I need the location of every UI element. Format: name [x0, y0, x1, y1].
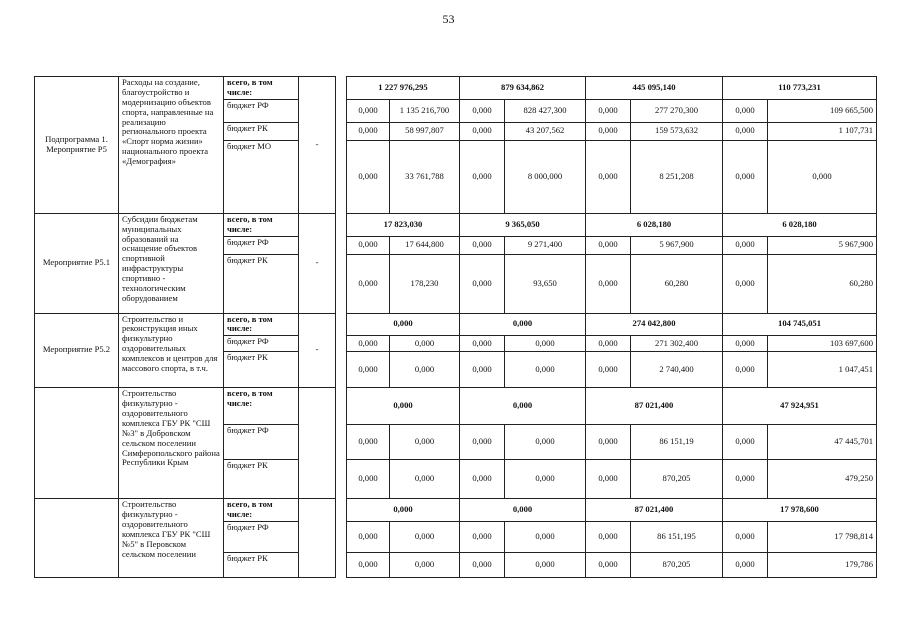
table-row: бюджет РК 0,000 0,000 0,000 0,000 0,000 2 740,400 0,000 1 047,451 — [35, 352, 877, 388]
total-cell: 0,000 — [347, 388, 460, 425]
source-total: всего, в том числе: — [224, 499, 299, 522]
source-total: всего, в том числе: — [224, 388, 299, 425]
total-cell: 110 773,231 — [723, 77, 877, 100]
source-rk: бюджет РК — [224, 122, 299, 140]
table-row: бюджет РФ 0,000 0,000 0,000 0,000 0,000 271 302,400 0,000 103 697,600 — [35, 336, 877, 352]
total-cell: 87 021,400 — [586, 388, 723, 425]
program-cell: Мероприятие Р5.1 — [35, 213, 119, 313]
table-row: бюджет РФ 0,000 0,000 0,000 0,000 0,000 86 151,19 0,000 47 445,701 — [35, 425, 877, 460]
table-row: бюджет РК 0,000 58 997,807 0,000 43 207,562 0,000 159 573,632 0,000 1 107,731 — [35, 122, 877, 140]
source-total: всего, в том числе: — [224, 77, 299, 100]
total-cell: 0,000 — [460, 499, 586, 522]
table-row — [35, 313, 877, 336]
page-number: 53 — [442, 12, 455, 26]
budget-table — [34, 76, 877, 578]
description-cell: Строительство и реконструкция иных физкультурно оздоровительных комплексов и центров для массового спорта, в т.ч. — [119, 313, 224, 388]
total-cell: 6 028,180 — [586, 213, 723, 236]
total-cell: 0,000 — [347, 499, 460, 522]
total-cell: 0,000 — [460, 313, 586, 336]
table-row — [35, 388, 877, 425]
total-cell: 879 634,862 — [460, 77, 586, 100]
dash-cell: - — [299, 213, 336, 313]
total-cell: 9 365,050 — [460, 213, 586, 236]
description-cell: Строительство физкультурно - оздоровительного комплекса ГБУ РК "СШ №3" в Добровском сельском поселении Симферопольского района Республики Крым — [119, 388, 224, 499]
description-cell: Субсидии бюджетам муниципальных образований на оснащение объектов спортивной инфраструктуры спортивно - технологическим оборудованием — [119, 213, 224, 313]
source-total: всего, в том числе: — [224, 313, 299, 336]
program-cell: Мероприятие Р5.2 — [35, 313, 119, 388]
source-rk: бюджет РК — [224, 553, 299, 578]
total-cell: 0,000 — [460, 388, 586, 425]
table-row: бюджет РК 0,000 0,000 0,000 0,000 0,000 870,205 0,000 179,786 — [35, 553, 877, 578]
table-row — [35, 77, 877, 100]
source-rf: бюджет РФ — [224, 99, 299, 122]
description-cell: Расходы на создание, благоустройство и модернизацию объектов спорта, направленные на реализацию регионального проекта «Спорт норма жизни» национального проекта «Демография» — [119, 77, 224, 214]
table-row: бюджет РФ 0,000 0,000 0,000 0,000 0,000 86 151,195 0,000 17 798,814 — [35, 522, 877, 553]
total-cell: 274 042,800 — [586, 313, 723, 336]
program-cell — [35, 499, 119, 578]
source-rf: бюджет РФ — [224, 425, 299, 460]
total-cell: 445 095,140 — [586, 77, 723, 100]
table-row — [35, 499, 877, 522]
source-rk: бюджет РК — [224, 460, 299, 499]
source-mo: бюджет МО — [224, 140, 299, 213]
dash-cell: - — [299, 313, 336, 388]
total-cell: 104 745,051 — [723, 313, 877, 336]
table-row: бюджет РК 0,000 0,000 0,000 0,000 0,000 870,205 0,000 479,250 — [35, 460, 877, 499]
table-row: бюджет РФ 0,000 17 644,800 0,000 9 271,400 0,000 5 967,900 0,000 5 967,900 — [35, 236, 877, 254]
table-row: бюджет РФ 0,000 1 135 216,700 0,000 828 427,300 0,000 277 270,300 0,000 109 665,500 — [35, 99, 877, 122]
source-rk: бюджет РК — [224, 254, 299, 313]
program-cell: Подпрограмма 1. Мероприятие Р5 — [35, 77, 119, 214]
total-cell: 1 227 976,295 — [347, 77, 460, 100]
table-row: бюджет МО 0,000 33 761,788 0,000 8 000,000 0,000 8 251,208 0,000 0,000 — [35, 140, 877, 213]
dash-cell: - — [299, 77, 336, 214]
total-cell: 0,000 — [347, 313, 460, 336]
total-cell: 47 924,951 — [723, 388, 877, 425]
source-total: всего, в том числе: — [224, 213, 299, 236]
source-rk: бюджет РК — [224, 352, 299, 388]
total-cell: 6 028,180 — [723, 213, 877, 236]
source-rf: бюджет РФ — [224, 236, 299, 254]
table-row: бюджет РК 0,000 178,230 0,000 93,650 0,000 60,280 0,000 60,280 — [35, 254, 877, 313]
total-cell: 87 021,400 — [586, 499, 723, 522]
table-row — [35, 213, 877, 236]
description-cell: Строительство физкультурно - оздоровительного комплекса ГБУ РК "СШ №5" в Перовском сельском поселении — [119, 499, 224, 578]
total-cell: 17 978,600 — [723, 499, 877, 522]
program-cell — [35, 388, 119, 499]
source-rf: бюджет РФ — [224, 522, 299, 553]
total-cell: 17 823,030 — [347, 213, 460, 236]
source-rf: бюджет РФ — [224, 336, 299, 352]
